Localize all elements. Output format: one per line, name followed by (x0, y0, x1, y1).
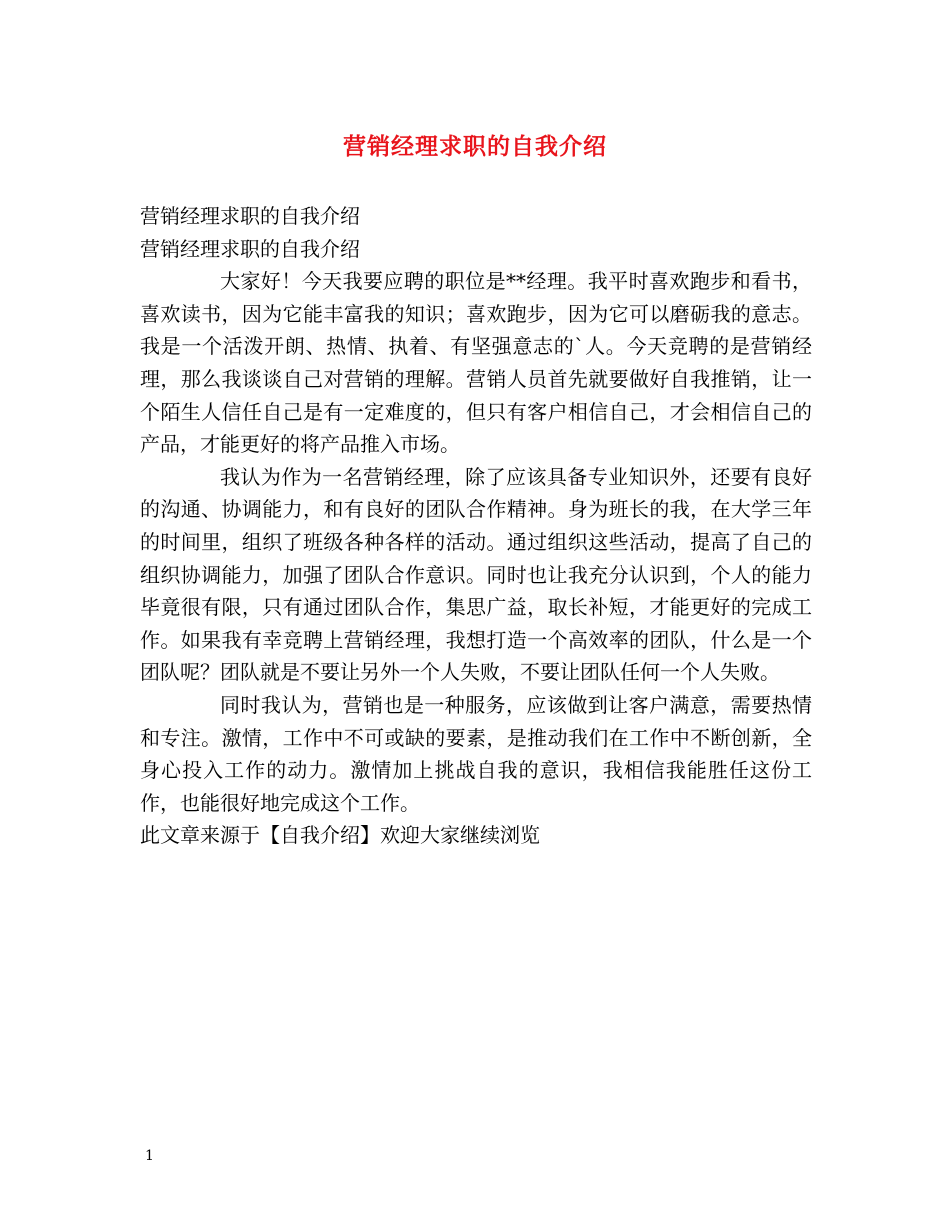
paragraph-2: 我认为作为一名营销经理，除了应该具备专业知识外，还要有良好的沟通、协调能力，和有良好的团队合作精神。身为班长的我，在大学三年的时间里，组织了班级各种各样的活动。通过组织这些活动，提高了自己的组织协调能力，加强了团队合作意识。同时也让我充分认识到，个人的能力毕竟很有限，只有通过团队合作，集思广益，取长补短，才能更好的完成工作。如果我有幸竞聘上营销经理，我想打造一个高效率的团队，什么是一个团队呢？团队就是不要让另外一个人失败，不要让团队任何一个人失败。 (140, 464, 812, 685)
document-body (140, 200, 812, 852)
paragraph-1: 大家好！今天我要应聘的职位是**经理。我平时喜欢跑步和看书，喜欢读书，因为它能丰富我的知识；喜欢跑步，因为它可以磨砺我的意志。我是一个活泼开朗、热情、执着、有坚强意志的`人。今天竞聘的是营销经理，那么我谈谈自己对营销的理解。营销人员首先就要做好自我推销，让一个陌生人信任自己是有一定难度的，但只有客户相信自己，才会相信自己的产品，才能更好的将产品推入市场。 (140, 269, 812, 457)
page-number: 1 (145, 1148, 154, 1164)
document-title: 营销经理求职的自我介绍 (343, 133, 607, 160)
paragraph-3: 同时我认为，营销也是一种服务，应该做到让客户满意，需要热情和专注。激情，工作中不可或缺的要素，是推动我们在工作中不断创新，全身心投入工作的动力。激情加上挑战自我的意识，我相信我能胜任这份工作，也能很好地完成这个工作。 (140, 692, 812, 815)
subtitle-line-1: 营销经理求职的自我介绍 (140, 204, 360, 228)
subtitle-line-2: 营销经理求职的自我介绍 (140, 236, 360, 261)
source-line: 此文章来源于【自我介绍】欢迎大家继续浏览 (140, 823, 540, 848)
